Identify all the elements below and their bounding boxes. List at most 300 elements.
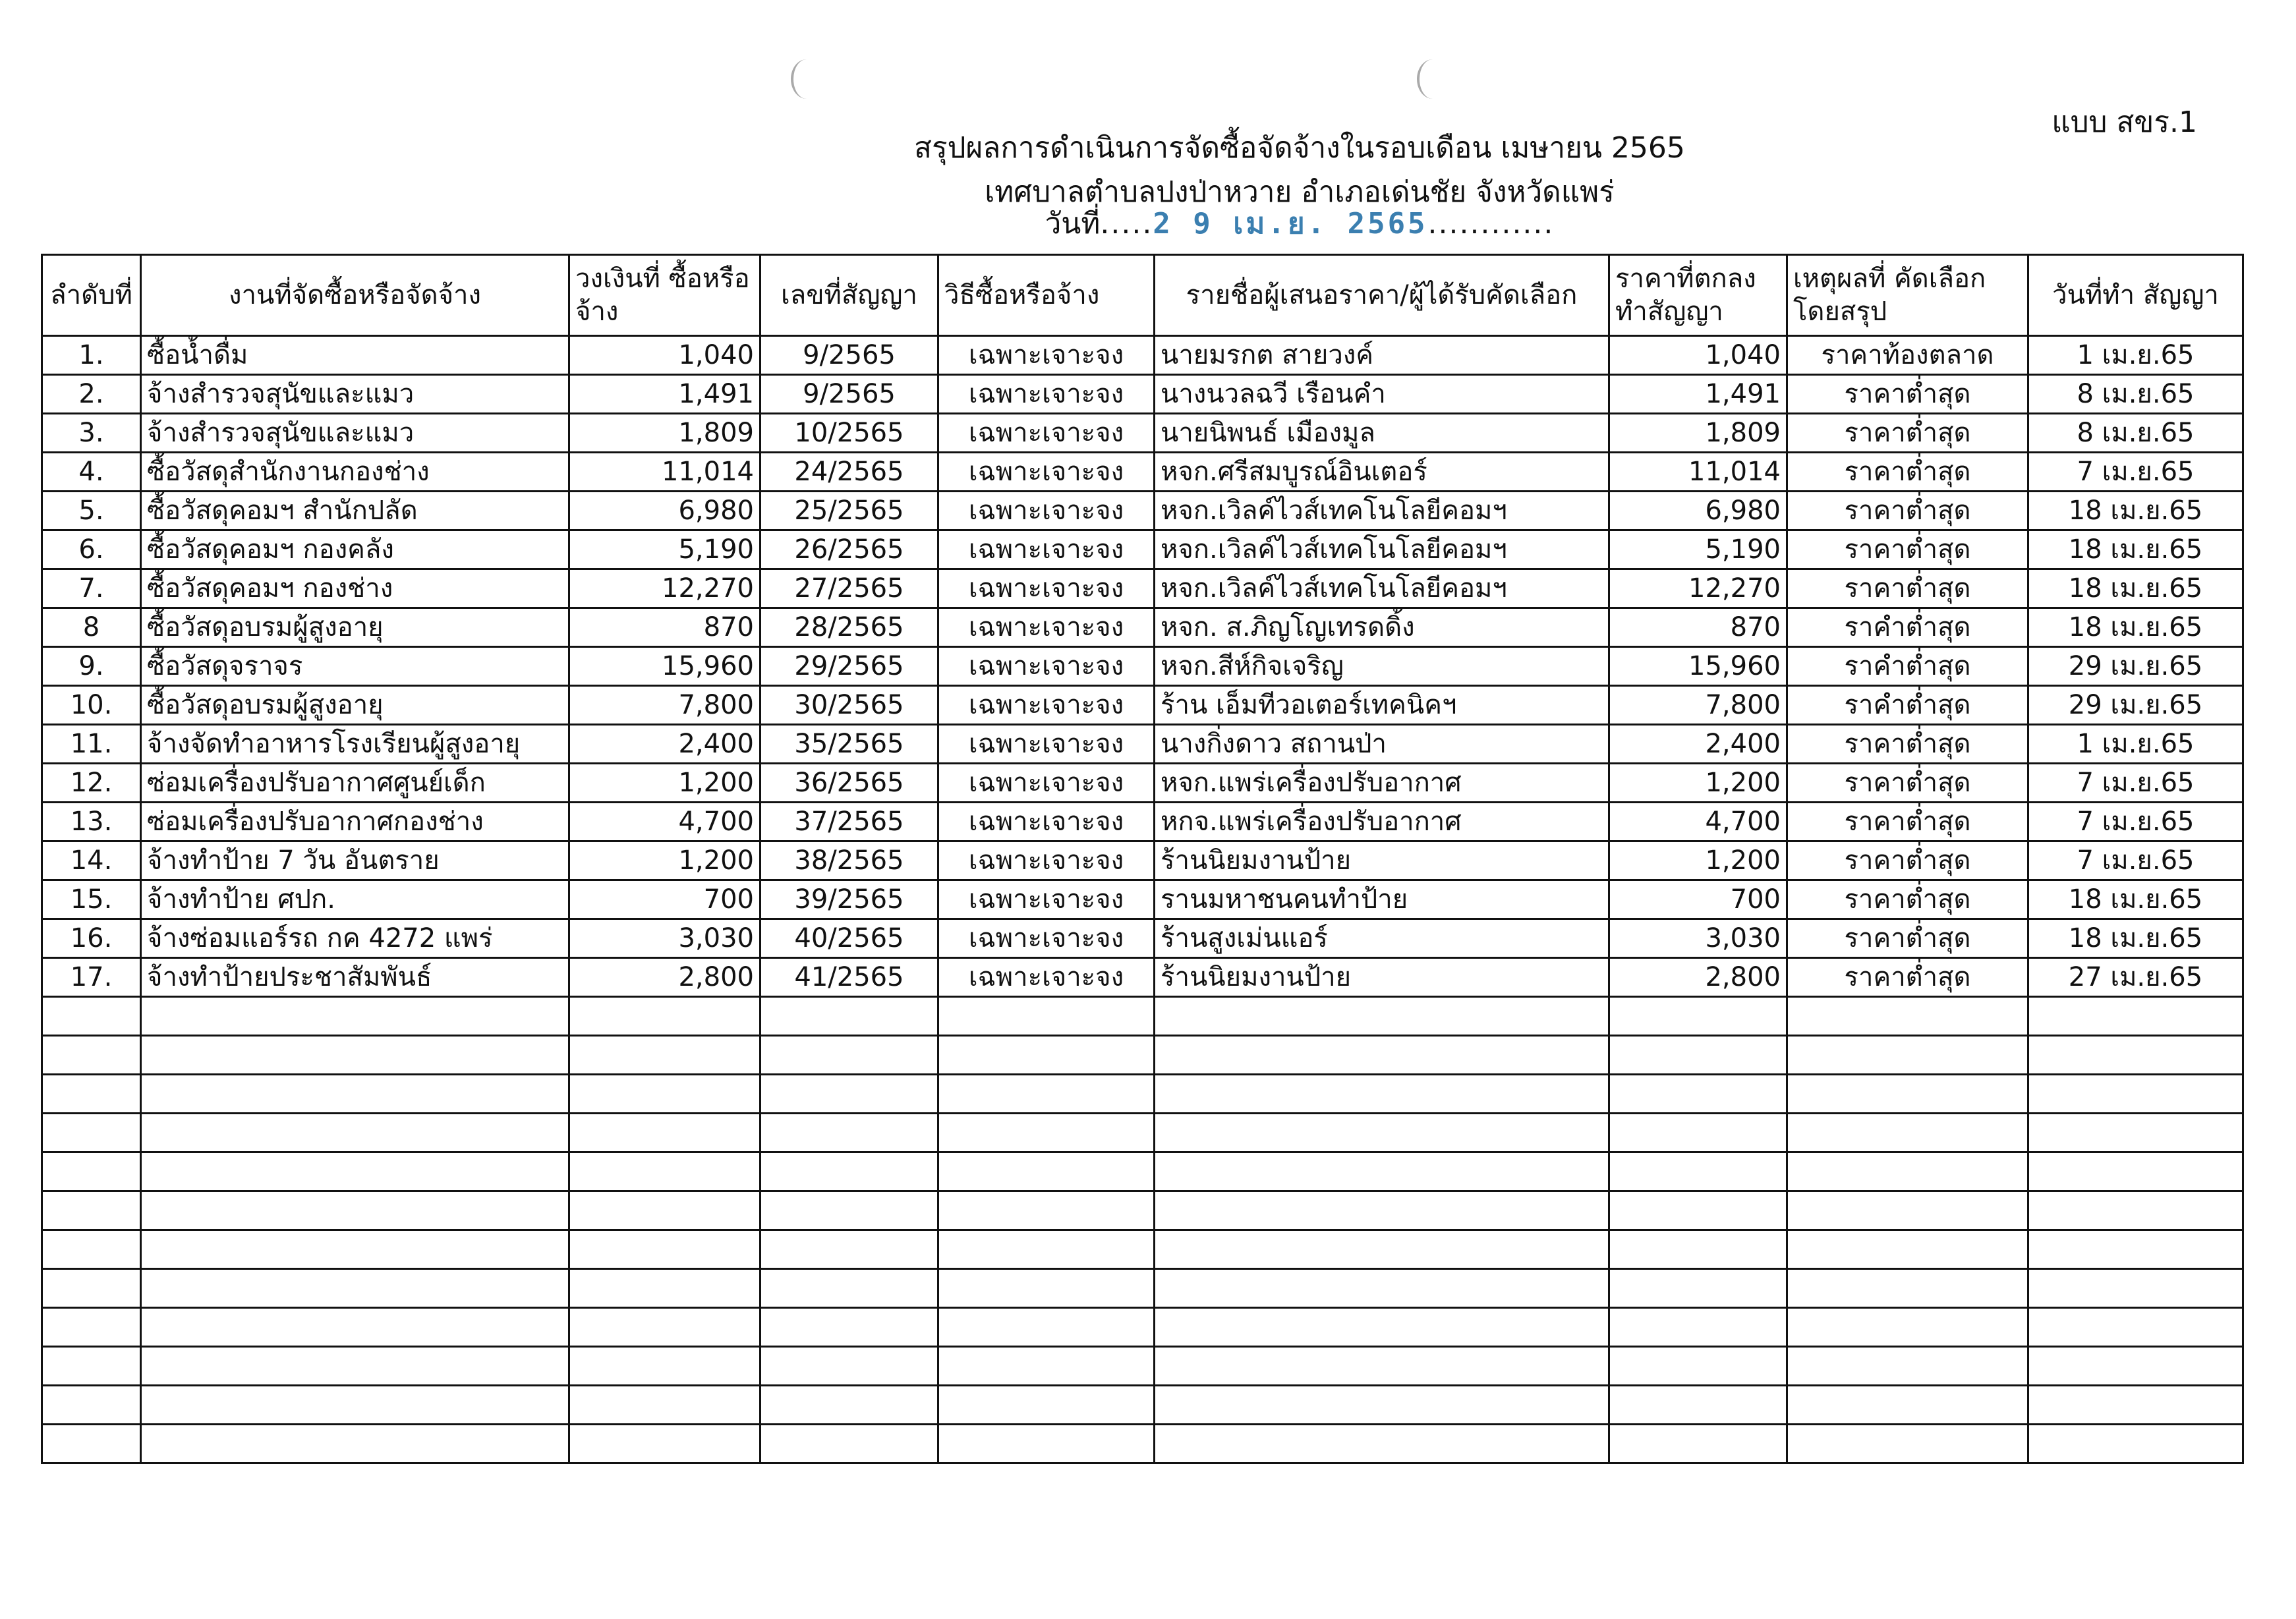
cell-vendor: ร้านนิยมงานป้าย (1155, 841, 1609, 880)
empty-cell (1787, 1386, 2028, 1425)
col-header-budget: วงเงินที่ ซื้อหรือจ้าง (569, 255, 761, 336)
empty-cell (141, 1347, 569, 1386)
cell-budget: 1,200 (569, 841, 761, 880)
cell-reason: ราคาต่ำสุด (1787, 569, 2028, 608)
cell-reason: ราคาต่ำสุด (1787, 764, 2028, 803)
cell-method: เฉพาะเจาะจง (938, 764, 1155, 803)
cell-method: เฉพาะเจาะจง (938, 530, 1155, 569)
cell-method: เฉพาะเจาะจง (938, 725, 1155, 764)
cell-reason: ราคาต่ำสุด (1787, 803, 2028, 841)
cell-item: จ้างทำป้าย 7 วัน อันตราย (141, 841, 569, 880)
table-body (42, 336, 2243, 1463)
cell-contract: 41/2565 (761, 958, 938, 997)
cell-price: 1,040 (1609, 336, 1787, 375)
empty-cell (141, 1191, 569, 1230)
empty-cell (141, 1425, 569, 1463)
cell-reason: ราคำต่ำสุด (1787, 647, 2028, 686)
cell-vendor: หจก.เวิลค์ไวส์เทคโนโลยีคอมฯ (1155, 530, 1609, 569)
empty-cell (1609, 997, 1787, 1036)
cell-no: 3. (42, 414, 141, 453)
cell-price: 2,800 (1609, 958, 1787, 997)
empty-cell (141, 1230, 569, 1269)
cell-date: 18 เม.ย.65 (2028, 569, 2243, 608)
empty-cell (1155, 1191, 1609, 1230)
empty-cell (938, 1230, 1155, 1269)
cell-item: ซื้อวัสดุอบรมผู้สูงอายุ (141, 608, 569, 647)
table-row (42, 336, 2243, 375)
cell-budget: 4,700 (569, 803, 761, 841)
empty-cell (1787, 1152, 2028, 1191)
cell-date: 27 เม.ย.65 (2028, 958, 2243, 997)
empty-cell (141, 1075, 569, 1114)
cell-contract: 27/2565 (761, 569, 938, 608)
empty-cell (42, 1036, 141, 1075)
cell-no: 9. (42, 647, 141, 686)
empty-cell (569, 1036, 761, 1075)
empty-cell (2028, 1269, 2243, 1308)
empty-cell (42, 1191, 141, 1230)
table-row (42, 569, 2243, 608)
empty-table-row (42, 1075, 2243, 1114)
empty-cell (1787, 997, 2028, 1036)
cell-vendor: นายนิพนธ์ เมืองมูล (1155, 414, 1609, 453)
cell-reason: ราคาต่ำสุด (1787, 375, 2028, 414)
cell-vendor: หจก.สีห์กิจเจริญ (1155, 647, 1609, 686)
cell-no: 4. (42, 453, 141, 492)
cell-method: เฉพาะเจาะจง (938, 569, 1155, 608)
cell-reason: ราคาต่ำสุด (1787, 725, 2028, 764)
cell-budget: 1,200 (569, 764, 761, 803)
cell-budget: 12,270 (569, 569, 761, 608)
date-line: วันที่.....2 9 เม.ย. 2565............ (1045, 207, 1555, 241)
col-header-contract: เลขที่สัญญา (761, 255, 938, 336)
empty-cell (569, 1425, 761, 1463)
document-title: สรุปผลการดำเนินการจัดซื้อจัดจ้างในรอบเดือน เมษายน 2565 (914, 131, 1685, 165)
empty-cell (569, 1386, 761, 1425)
empty-cell (1155, 1036, 1609, 1075)
cell-no: 11. (42, 725, 141, 764)
table-row (42, 880, 2243, 919)
empty-cell (761, 997, 938, 1036)
empty-cell (1155, 1075, 1609, 1114)
empty-cell (761, 1114, 938, 1152)
empty-cell (42, 1230, 141, 1269)
table-row (42, 725, 2243, 764)
cell-vendor: หจก.แพร่เครื่องปรับอากาศ (1155, 764, 1609, 803)
empty-cell (42, 1269, 141, 1308)
empty-cell (141, 1386, 569, 1425)
cell-budget: 700 (569, 880, 761, 919)
empty-cell (2028, 1308, 2243, 1347)
empty-table-row (42, 1386, 2243, 1425)
empty-cell (761, 1386, 938, 1425)
empty-cell (42, 1075, 141, 1114)
cell-item: จ้างทำป้าย ศปก. (141, 880, 569, 919)
cell-no: 17. (42, 958, 141, 997)
empty-cell (938, 1347, 1155, 1386)
empty-cell (2028, 1347, 2243, 1386)
empty-cell (1609, 1191, 1787, 1230)
empty-cell (42, 1114, 141, 1152)
cell-method: เฉพาะเจาะจง (938, 919, 1155, 958)
cell-contract: 39/2565 (761, 880, 938, 919)
empty-cell (938, 997, 1155, 1036)
cell-price: 2,400 (1609, 725, 1787, 764)
empty-cell (1787, 1347, 2028, 1386)
cell-price: 1,200 (1609, 841, 1787, 880)
empty-cell (1787, 1269, 2028, 1308)
cell-item: จ้างจัดทำอาหารโรงเรียนผู้สูงอายุ (141, 725, 569, 764)
cell-item: จ้างทำป้ายประชาสัมพันธ์ (141, 958, 569, 997)
empty-cell (42, 1386, 141, 1425)
col-header-method: วิธีซื้อหรือจ้าง (938, 255, 1155, 336)
cell-no: 1. (42, 336, 141, 375)
cell-no: 8 (42, 608, 141, 647)
cell-date: 7 เม.ย.65 (2028, 841, 2243, 880)
empty-cell (1609, 1152, 1787, 1191)
cell-vendor: นางนวลฉวี เรือนคำ (1155, 375, 1609, 414)
empty-cell (1155, 1269, 1609, 1308)
cell-date: 18 เม.ย.65 (2028, 608, 2243, 647)
empty-cell (569, 1347, 761, 1386)
table-row (42, 453, 2243, 492)
empty-cell (1155, 1152, 1609, 1191)
empty-cell (761, 1347, 938, 1386)
cell-date: 18 เม.ย.65 (2028, 530, 2243, 569)
cell-price: 7,800 (1609, 686, 1787, 725)
empty-cell (1787, 1036, 2028, 1075)
empty-cell (761, 1036, 938, 1075)
table-row (42, 530, 2243, 569)
empty-cell (2028, 1386, 2243, 1425)
cell-method: เฉพาะเจาะจง (938, 647, 1155, 686)
table-row (42, 492, 2243, 530)
cell-item: ซื้อวัสดุคอมฯ กองคลัง (141, 530, 569, 569)
cell-vendor: หกจ.แพร่เครื่องปรับอากาศ (1155, 803, 1609, 841)
empty-cell (1155, 1114, 1609, 1152)
empty-cell (1787, 1425, 2028, 1463)
cell-no: 5. (42, 492, 141, 530)
cell-budget: 15,960 (569, 647, 761, 686)
empty-cell (42, 1347, 141, 1386)
cell-vendor: หจก.ศรีสมบูรณ์อินเตอร์ (1155, 453, 1609, 492)
cell-item: ซ่อมเครื่องปรับอากาศกองช่าง (141, 803, 569, 841)
cell-reason: ราคาท้องตลาด (1787, 336, 2028, 375)
empty-cell (1609, 1308, 1787, 1347)
cell-method: เฉพาะเจาะจง (938, 492, 1155, 530)
cell-budget: 1,040 (569, 336, 761, 375)
cell-price: 870 (1609, 608, 1787, 647)
cell-price: 6,980 (1609, 492, 1787, 530)
empty-cell (141, 1308, 569, 1347)
empty-cell (1155, 1425, 1609, 1463)
empty-cell (42, 1425, 141, 1463)
table-row (42, 608, 2243, 647)
empty-cell (2028, 1075, 2243, 1114)
cell-no: 7. (42, 569, 141, 608)
empty-table-row (42, 1152, 2243, 1191)
empty-cell (569, 1269, 761, 1308)
cell-reason: ราคำต่ำสุด (1787, 608, 2028, 647)
empty-cell (761, 1425, 938, 1463)
table-row (42, 647, 2243, 686)
cell-budget: 6,980 (569, 492, 761, 530)
cell-contract: 24/2565 (761, 453, 938, 492)
cell-vendor: หจก. ส.ภิญโญเทรดดิ้ง (1155, 608, 1609, 647)
empty-cell (938, 1386, 1155, 1425)
cell-no: 14. (42, 841, 141, 880)
empty-cell (938, 1269, 1155, 1308)
cell-date: 7 เม.ย.65 (2028, 764, 2243, 803)
cell-contract: 30/2565 (761, 686, 938, 725)
cell-method: เฉพาะเจาะจง (938, 375, 1155, 414)
empty-cell (141, 1269, 569, 1308)
cell-no: 2. (42, 375, 141, 414)
cell-vendor: ร้าน เอ็มทีวอเตอร์เทคนิคฯ (1155, 686, 1609, 725)
empty-cell (569, 1152, 761, 1191)
cell-no: 12. (42, 764, 141, 803)
table-row (42, 686, 2243, 725)
empty-cell (938, 1425, 1155, 1463)
empty-cell (569, 1191, 761, 1230)
cell-method: เฉพาะเจาะจง (938, 686, 1155, 725)
empty-cell (1155, 997, 1609, 1036)
cell-vendor: ร้านนิยมงานป้าย (1155, 958, 1609, 997)
empty-cell (938, 1114, 1155, 1152)
empty-cell (938, 1152, 1155, 1191)
cell-price: 5,190 (1609, 530, 1787, 569)
empty-cell (2028, 1230, 2243, 1269)
cell-contract: 29/2565 (761, 647, 938, 686)
empty-cell (761, 1269, 938, 1308)
empty-cell (1609, 1114, 1787, 1152)
cell-price: 12,270 (1609, 569, 1787, 608)
empty-cell (569, 1114, 761, 1152)
cell-contract: 40/2565 (761, 919, 938, 958)
empty-cell (938, 1191, 1155, 1230)
cell-price: 1,491 (1609, 375, 1787, 414)
cell-vendor: หจก.เวิลค์ไวส์เทคโนโลยีคอมฯ (1155, 569, 1609, 608)
col-header-vendor: รายชื่อผู้เสนอราคา/ผู้ได้รับคัดเลือก (1155, 255, 1609, 336)
cell-date: 18 เม.ย.65 (2028, 880, 2243, 919)
cell-item: ซื้อวัสดุอบรมผู้สูงอายุ (141, 686, 569, 725)
cell-contract: 37/2565 (761, 803, 938, 841)
cell-budget: 7,800 (569, 686, 761, 725)
empty-cell (938, 1075, 1155, 1114)
empty-cell (1155, 1347, 1609, 1386)
empty-cell (938, 1308, 1155, 1347)
cell-item: จ้างซ่อมแอร์รถ กค 4272 แพร่ (141, 919, 569, 958)
cell-no: 16. (42, 919, 141, 958)
col-header-item: งานที่จัดซื้อหรือจัดจ้าง (141, 255, 569, 336)
empty-table-row (42, 1269, 2243, 1308)
empty-cell (1155, 1230, 1609, 1269)
cell-price: 1,809 (1609, 414, 1787, 453)
cell-contract: 10/2565 (761, 414, 938, 453)
cell-reason: ราคาต่ำสุด (1787, 841, 2028, 880)
empty-cell (2028, 997, 2243, 1036)
table-row (42, 919, 2243, 958)
empty-cell (1609, 1230, 1787, 1269)
cell-vendor: นางกิ่งดาว สถานป่า (1155, 725, 1609, 764)
empty-cell (1787, 1308, 2028, 1347)
col-header-price: ราคาที่ตกลง ทำสัญญา (1609, 255, 1787, 336)
cell-budget: 5,190 (569, 530, 761, 569)
cell-price: 3,030 (1609, 919, 1787, 958)
empty-cell (761, 1152, 938, 1191)
cell-date: 7 เม.ย.65 (2028, 453, 2243, 492)
cell-contract: 9/2565 (761, 375, 938, 414)
cell-vendor: นายมรกต สายวงค์ (1155, 336, 1609, 375)
empty-cell (1609, 1386, 1787, 1425)
empty-cell (761, 1230, 938, 1269)
cell-price: 4,700 (1609, 803, 1787, 841)
table-row (42, 958, 2243, 997)
cell-reason: ราคาต่ำสุด (1787, 919, 2028, 958)
cell-method: เฉพาะเจาะจง (938, 336, 1155, 375)
empty-cell (569, 1075, 761, 1114)
empty-cell (1787, 1191, 2028, 1230)
empty-cell (2028, 1425, 2243, 1463)
cell-reason: ราคาต่ำสุด (1787, 530, 2028, 569)
organization-line: เทศบาลตำบลปงป่าหวาย อำเภอเด่นชัย จังหวัดแพร่ (985, 175, 1615, 209)
cell-reason: ราคาต่ำสุด (1787, 492, 2028, 530)
cell-budget: 870 (569, 608, 761, 647)
table-row (42, 375, 2243, 414)
cell-contract: 26/2565 (761, 530, 938, 569)
cell-item: ซื้อน้ำดื่ม (141, 336, 569, 375)
empty-cell (938, 1036, 1155, 1075)
empty-cell (1609, 1036, 1787, 1075)
date-stamp: 2 9 เม.ย. 2565 (1153, 207, 1428, 241)
empty-table-row (42, 1347, 2243, 1386)
cell-reason: ราคาต่ำสุด (1787, 453, 2028, 492)
cell-contract: 25/2565 (761, 492, 938, 530)
empty-cell (1609, 1425, 1787, 1463)
empty-table-row (42, 1308, 2243, 1347)
cell-date: 1 เม.ย.65 (2028, 336, 2243, 375)
punch-hole-right (1417, 59, 1449, 99)
table-row (42, 803, 2243, 841)
cell-method: เฉพาะเจาะจง (938, 880, 1155, 919)
cell-method: เฉพาะเจาะจง (938, 841, 1155, 880)
cell-contract: 28/2565 (761, 608, 938, 647)
cell-item: ซื้อวัสดุคอมฯ กองช่าง (141, 569, 569, 608)
empty-cell (2028, 1036, 2243, 1075)
empty-cell (42, 997, 141, 1036)
empty-cell (141, 997, 569, 1036)
cell-budget: 2,800 (569, 958, 761, 997)
empty-cell (761, 1308, 938, 1347)
cell-vendor: หจก.เวิลค์ไวส์เทคโนโลยีคอมฯ (1155, 492, 1609, 530)
cell-item: ซื้อวัสดุคอมฯ สำนักปลัด (141, 492, 569, 530)
cell-vendor: รานมหาชนคนทำป้าย (1155, 880, 1609, 919)
cell-date: 7 เม.ย.65 (2028, 803, 2243, 841)
cell-no: 15. (42, 880, 141, 919)
date-label: วันที่ (1045, 207, 1101, 241)
col-header-date: วันที่ทำ สัญญา (2028, 255, 2243, 336)
cell-vendor: ร้านสูงเม่นแอร์ (1155, 919, 1609, 958)
empty-cell (569, 1308, 761, 1347)
table-row (42, 764, 2243, 803)
empty-cell (42, 1152, 141, 1191)
empty-cell (141, 1114, 569, 1152)
cell-price: 700 (1609, 880, 1787, 919)
empty-table-row (42, 1191, 2243, 1230)
empty-table-row (42, 1230, 2243, 1269)
cell-reason: ราคาต่ำสุด (1787, 958, 2028, 997)
cell-budget: 1,491 (569, 375, 761, 414)
empty-cell (1787, 1114, 2028, 1152)
empty-cell (569, 997, 761, 1036)
empty-cell (141, 1036, 569, 1075)
cell-price: 1,200 (1609, 764, 1787, 803)
cell-date: 8 เม.ย.65 (2028, 375, 2243, 414)
empty-cell (42, 1308, 141, 1347)
cell-budget: 1,809 (569, 414, 761, 453)
empty-cell (1609, 1269, 1787, 1308)
cell-contract: 36/2565 (761, 764, 938, 803)
empty-cell (1609, 1075, 1787, 1114)
cell-item: ซื้อวัสดุสำนักงานกองช่าง (141, 453, 569, 492)
cell-price: 11,014 (1609, 453, 1787, 492)
cell-method: เฉพาะเจาะจง (938, 608, 1155, 647)
col-header-reason: เหตุผลที่ คัดเลือกโดยสรุป (1787, 255, 2028, 336)
form-code: แบบ สขร.1 (2052, 105, 2197, 139)
cell-method: เฉพาะเจาะจง (938, 453, 1155, 492)
empty-cell (1155, 1308, 1609, 1347)
cell-date: 18 เม.ย.65 (2028, 492, 2243, 530)
cell-reason: ราคาต่ำสุด (1787, 414, 2028, 453)
empty-cell (1787, 1075, 2028, 1114)
empty-cell (1609, 1347, 1787, 1386)
cell-budget: 2,400 (569, 725, 761, 764)
cell-item: จ้างสำรวจสุนัขและแมว (141, 414, 569, 453)
empty-table-row (42, 1114, 2243, 1152)
empty-cell (761, 1191, 938, 1230)
cell-reason: ราคาต่ำสุด (1787, 880, 2028, 919)
procurement-table (41, 254, 2244, 1464)
cell-contract: 38/2565 (761, 841, 938, 880)
cell-method: เฉพาะเจาะจง (938, 803, 1155, 841)
empty-cell (141, 1152, 569, 1191)
empty-table-row (42, 1036, 2243, 1075)
cell-date: 29 เม.ย.65 (2028, 647, 2243, 686)
cell-no: 13. (42, 803, 141, 841)
empty-cell (761, 1075, 938, 1114)
empty-cell (1787, 1230, 2028, 1269)
cell-no: 6. (42, 530, 141, 569)
table-row (42, 414, 2243, 453)
empty-cell (2028, 1191, 2243, 1230)
col-header-no: ลำดับที่ (42, 255, 141, 336)
cell-price: 15,960 (1609, 647, 1787, 686)
cell-method: เฉพาะเจาะจง (938, 958, 1155, 997)
cell-budget: 11,014 (569, 453, 761, 492)
empty-cell (569, 1230, 761, 1269)
empty-cell (2028, 1152, 2243, 1191)
cell-item: จ้างสำรวจสุนัขและแมว (141, 375, 569, 414)
table-header-row (42, 255, 2243, 336)
cell-item: ซื้อวัสดุจราจร (141, 647, 569, 686)
cell-date: 1 เม.ย.65 (2028, 725, 2243, 764)
empty-table-row (42, 1425, 2243, 1463)
empty-cell (2028, 1114, 2243, 1152)
empty-table-row (42, 997, 2243, 1036)
cell-contract: 9/2565 (761, 336, 938, 375)
punch-hole-left (791, 59, 822, 99)
cell-reason: ราคำต่ำสุด (1787, 686, 2028, 725)
